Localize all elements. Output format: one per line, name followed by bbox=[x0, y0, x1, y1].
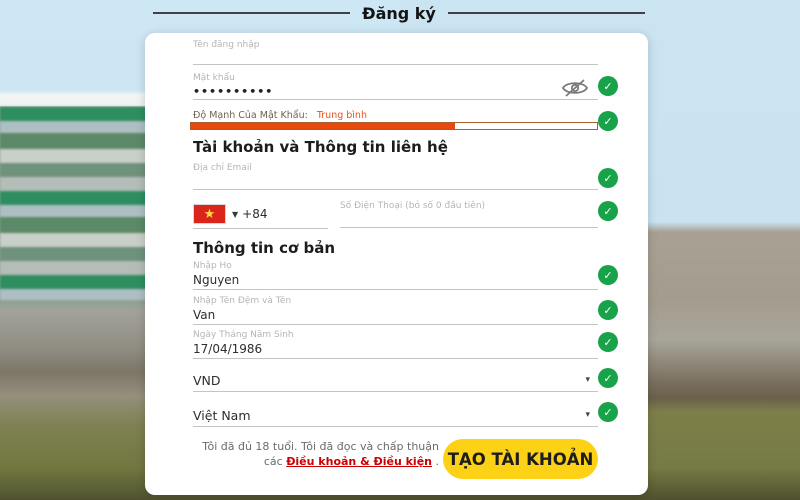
currency-select-arrow-icon: ▾ bbox=[585, 375, 590, 385]
password-strength-bar bbox=[190, 122, 598, 130]
phone-field[interactable] bbox=[340, 200, 598, 228]
username-input[interactable] bbox=[193, 51, 598, 68]
country-valid-check-icon: ✓ bbox=[598, 402, 618, 422]
country-code-dropdown-arrow-icon: ▼ bbox=[232, 209, 239, 219]
terms-link[interactable]: Điều khoản & Điều kiện bbox=[286, 455, 432, 469]
password-valid-check-icon: ✓ bbox=[598, 111, 618, 131]
phone-input[interactable] bbox=[340, 215, 598, 232]
first-name-field[interactable] bbox=[193, 295, 598, 325]
section-header-basic: Thông tin cơ bản bbox=[193, 239, 336, 257]
dob-label: Ngày Tháng Năm Sinh bbox=[193, 330, 294, 340]
username-field[interactable] bbox=[193, 39, 598, 65]
country-value: Việt Nam bbox=[193, 407, 251, 423]
dial-code: +84 bbox=[242, 207, 268, 221]
first-name-input[interactable] bbox=[193, 307, 598, 324]
terms-statement bbox=[193, 439, 439, 470]
last-name-field[interactable] bbox=[193, 260, 598, 290]
first-name-valid-check-icon: ✓ bbox=[598, 300, 618, 320]
email-valid-check-icon: ✓ bbox=[598, 168, 618, 188]
email-field[interactable] bbox=[193, 162, 598, 190]
country-select[interactable] bbox=[193, 404, 598, 427]
phone-label: Số Điện Thoại (bỏ số 0 đầu tiên) bbox=[340, 201, 486, 211]
password-field[interactable] bbox=[193, 72, 598, 100]
username-valid-check-icon: ✓ bbox=[598, 76, 618, 96]
password-strength-row bbox=[193, 110, 367, 121]
country-code-selector[interactable] bbox=[193, 200, 328, 229]
page-title-row bbox=[153, 3, 645, 23]
last-name-input[interactable] bbox=[193, 272, 598, 289]
page-title: Đăng ký bbox=[362, 3, 436, 23]
vietnam-flag-icon bbox=[193, 204, 226, 224]
currency-select[interactable] bbox=[193, 369, 598, 392]
email-label: Địa chỉ Email bbox=[193, 163, 252, 173]
flag-star-icon: ★ bbox=[203, 206, 216, 222]
title-divider-right bbox=[448, 12, 645, 14]
currency-value: VND bbox=[193, 372, 221, 388]
username-label: Tên đăng nhập bbox=[193, 40, 260, 50]
title-divider-left bbox=[153, 12, 350, 14]
registration-form-card bbox=[145, 33, 648, 495]
create-account-button[interactable]: TẠO TÀI KHOẢN bbox=[443, 439, 598, 479]
strength-bar-fill bbox=[191, 123, 455, 129]
password-input[interactable] bbox=[193, 84, 598, 100]
dob-field[interactable] bbox=[193, 329, 598, 359]
country-select-arrow-icon: ▾ bbox=[585, 410, 590, 420]
password-strength-label: Độ Mạnh Của Mật Khẩu: bbox=[193, 110, 308, 121]
password-strength-value: Trung bình bbox=[316, 110, 367, 121]
password-label: Mật khẩu bbox=[193, 73, 235, 83]
first-name-label: Nhập Tên Đệm và Tên bbox=[193, 296, 292, 306]
email-input[interactable] bbox=[193, 174, 598, 191]
last-name-valid-check-icon: ✓ bbox=[598, 265, 618, 285]
dob-input[interactable] bbox=[193, 341, 598, 358]
terms-text: Tôi đã đủ 18 tuổi. Tôi đã đọc và chấp thuận các bbox=[202, 440, 439, 469]
dob-valid-check-icon: ✓ bbox=[598, 332, 618, 352]
currency-valid-check-icon: ✓ bbox=[598, 368, 618, 388]
phone-valid-check-icon: ✓ bbox=[598, 201, 618, 221]
section-header-contact: Tài khoản và Thông tin liên hệ bbox=[193, 138, 448, 156]
toggle-password-visibility-icon[interactable] bbox=[561, 78, 589, 98]
terms-suffix: . bbox=[432, 455, 439, 469]
last-name-label: Nhập Họ bbox=[193, 261, 232, 271]
